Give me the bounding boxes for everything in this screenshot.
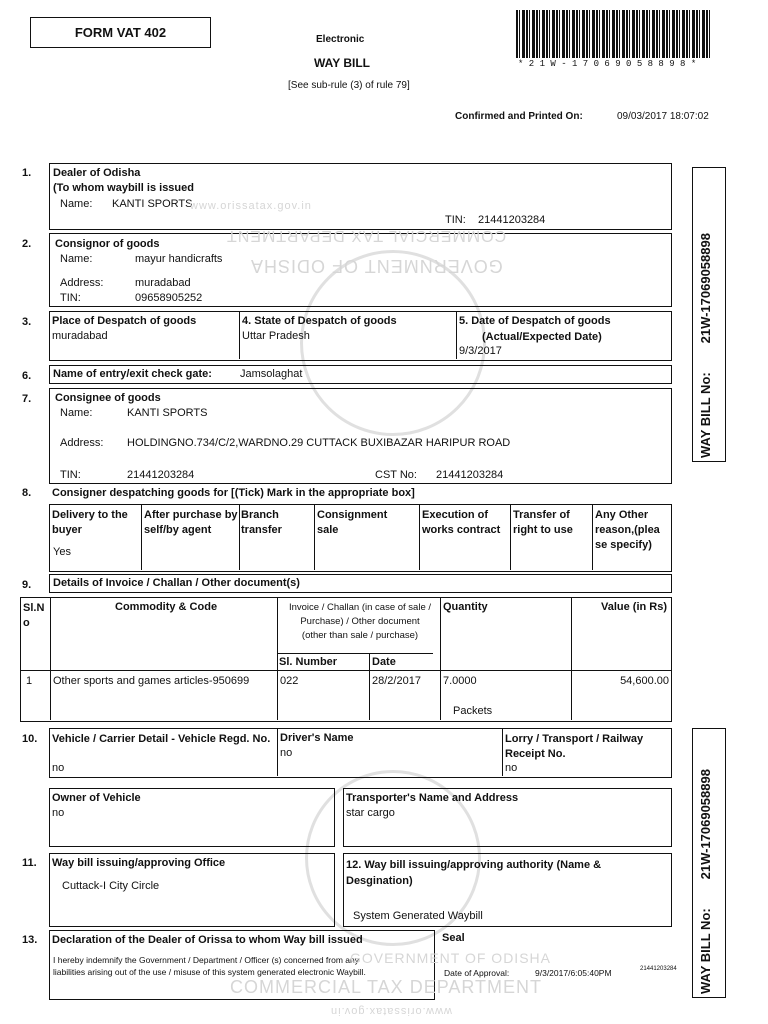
consignor-title: Consignor of goods [55,238,160,250]
side-waybill-top [692,167,726,462]
invoice-row-commodity: Other sports and games articles-950699 [53,675,250,687]
sec3-num: 3. [22,316,32,328]
owner-title: Owner of Vehicle [52,792,141,804]
despatch-date-sub: (Actual/Expected Date) [482,331,602,343]
checkgate-value: Jamsolaghat [240,368,303,380]
consignor-tin-label: TIN: [60,292,81,304]
barcode-text: * 2 1 W - 1 7 0 6 9 0 5 8 8 9 8 * [518,59,697,69]
invoice-table [20,597,672,722]
consignee-box [49,388,672,484]
consignee-name-value: KANTI SPORTS [127,407,208,419]
purpose-after-purchase: After purchase by self/by agent [144,509,238,536]
despatch-state-value: Uttar Pradesh [242,330,310,342]
consignee-cst-value: 21441203284 [436,469,504,481]
dealer-tin-label: TIN: [445,214,466,226]
lorry-title: Lorry / Transport / Railway Receipt No. [505,733,644,760]
seal-label: Seal [442,932,465,944]
consignor-name-label: Name: [60,253,93,265]
sec9-num: 9. [22,579,32,591]
way-bill-title: WAY BILL [314,56,371,70]
form-title-box [30,17,211,48]
purpose-delivery: Delivery to the buyer [52,509,128,536]
form-title: FORM VAT 402 [74,25,167,40]
watermark-dept-top: COMMERCIAL TAX DEPARTMENT [226,227,507,244]
checkgate-label: Name of entry/exit check gate: [53,368,212,380]
invoice-h-quantity: Quantity [443,601,488,613]
sec6-num: 6. [22,370,32,382]
invoice-row-slnumber: 022 [280,675,299,687]
dealer-tin-value: 21441203284 [478,214,546,226]
invoice-h-slnumber: Sl. Number [279,656,338,668]
office-value: Cuttack-I City Circle [62,880,160,892]
dealer-name-value: KANTI SPORTS [112,198,193,210]
vehicle-box [49,728,672,778]
authority-box [343,853,672,927]
despatch-place-value: muradabad [52,330,108,342]
lorry-value: no [505,762,518,774]
invoice-row-date: 28/2/2017 [372,675,421,687]
invoice-row-unit: Packets [453,705,493,717]
invoice-row-quantity: 7.0000 [443,675,477,687]
sec8-num: 8. [22,487,32,499]
vehicle-value: no [52,762,65,774]
invoice-row-slno: 1 [26,675,33,687]
side-waybill-label: WAY BILL No: [698,372,713,458]
sec13-num: 13. [22,934,38,946]
transporter-title: Transporter's Name and Address [346,792,519,804]
invoice-title-box [49,574,672,593]
approval-label: Date of Approval: [444,968,510,978]
driver-title: Driver's Name [280,732,354,744]
invoice-row-value: 54,600.00 [620,675,669,687]
office-box [49,853,335,927]
watermark-url-top: www.orissatax.gov.in [190,200,312,212]
vehicle-title: Vehicle / Carrier Detail - Vehicle Regd. No. [52,733,271,745]
despatch-state-title: 4. State of Despatch of goods [242,315,397,327]
owner-box [49,788,335,847]
purpose-consignment: Consignment sale [317,509,388,536]
purpose-title: Consigner despatching goods for [(Tick) Mark in the appropriate box] [52,487,415,499]
declaration-text: I hereby indemnify the Government / Department / Officer (s) concerned from any liabilities arising out of the use / misuse of this system generated electronic Waybill. [53,955,366,977]
consignee-name-label: Name: [60,407,93,419]
invoice-h-doc: Invoice / Challan (in case of sale / Purchase) / Other document (other than sale / purchase) [288,602,432,641]
consignor-tin-value: 09658905252 [135,292,203,304]
invoice-h-commodity: Commodity & Code [115,601,218,613]
consignor-address-value: muradabad [135,277,191,289]
sec10-num: 10. [22,733,38,745]
side-waybill-bottom [692,728,726,998]
purpose-right-to-use: Transfer of right to use [513,509,573,536]
driver-value: no [280,747,293,759]
invoice-title: Details of Invoice / Challan / Other document(s) [53,577,300,589]
sec7-num: 7. [22,393,32,405]
watermark-govt-bottom: GOVERNMENT OF ODISHA [350,950,551,966]
consignor-name-value: mayur handicrafts [135,253,223,265]
consignee-tin-value: 21441203284 [127,469,195,481]
invoice-h-date: Date [372,656,396,668]
watermark-govt-top: GOVERNMENT OF ODISHA [250,256,503,276]
dealer-box [49,163,672,230]
owner-value: no [52,807,65,819]
confirmed-value: 09/03/2017 18:07:02 [617,111,709,122]
despatch-place-title: Place of Despatch of goods [52,315,197,327]
side-waybill-label-2: WAY BILL No: [698,908,713,994]
consignee-address-label: Address: [60,437,104,449]
consignee-tin-label: TIN: [60,469,81,481]
sec11-num: 11. [22,857,37,869]
consignee-title: Consignee of goods [55,392,161,404]
approval-value: 9/3/2017/6:05:40PM [535,968,612,978]
watermark-dept-bottom: COMMERCIAL TAX DEPARTMENT [230,977,543,997]
checkgate-box [49,365,672,384]
barcode [516,10,712,58]
watermark-url-bottom: www.orissatax.gov.in [330,1005,452,1017]
electronic-label: Electronic [316,34,365,45]
office-title: Way bill issuing/approving Office [52,857,226,869]
consignee-address-value: HOLDINGNO.734/C/2,WARDNO.29 CUTTACK BUXIBAZAR HARIPUR ROAD [127,437,511,449]
consignee-cst-label: CST No: [375,469,417,481]
sec1-num: 1. [22,167,32,179]
purpose-table [49,504,672,572]
dealer-title: Dealer of Odisha [53,167,141,179]
transporter-value: star cargo [346,807,395,819]
purpose-branch: Branch transfer [241,509,282,536]
sec2-num: 2. [22,238,32,250]
sub-rule-text: [See sub-rule (3) of rule 79] [288,80,410,91]
side-waybill-value: 21W-17069058898 [698,233,713,344]
declaration-title: Declaration of the Dealer of Orissa to whom Way bill issued [52,934,363,946]
purpose-works-contract: Execution of works contract [422,509,501,536]
despatch-box [49,311,672,361]
dealer-name-label: Name: [60,198,93,210]
invoice-h-slno: Sl.N o [23,602,45,629]
despatch-date-title: 5. Date of Despatch of goods [459,315,611,327]
authority-value: System Generated Waybill [353,910,483,922]
side-waybill-value-2: 21W-17069058898 [698,769,713,880]
confirmed-label: Confirmed and Printed On: [455,111,583,122]
transporter-box [343,788,672,847]
authority-title: 12. Way bill issuing/approving authority (Name & Desgination) [346,859,602,887]
consignor-address-label: Address: [60,277,104,289]
invoice-h-value: Value (in Rs) [601,601,668,613]
purpose-other: Any Other reason,(plea se specify) [595,509,660,551]
purpose-delivery-value: Yes [53,546,71,558]
approval-tin: 21441203284 [640,966,677,972]
dealer-subtitle: (To whom waybill is issued [53,182,194,194]
despatch-date-value: 9/3/2017 [459,345,502,357]
